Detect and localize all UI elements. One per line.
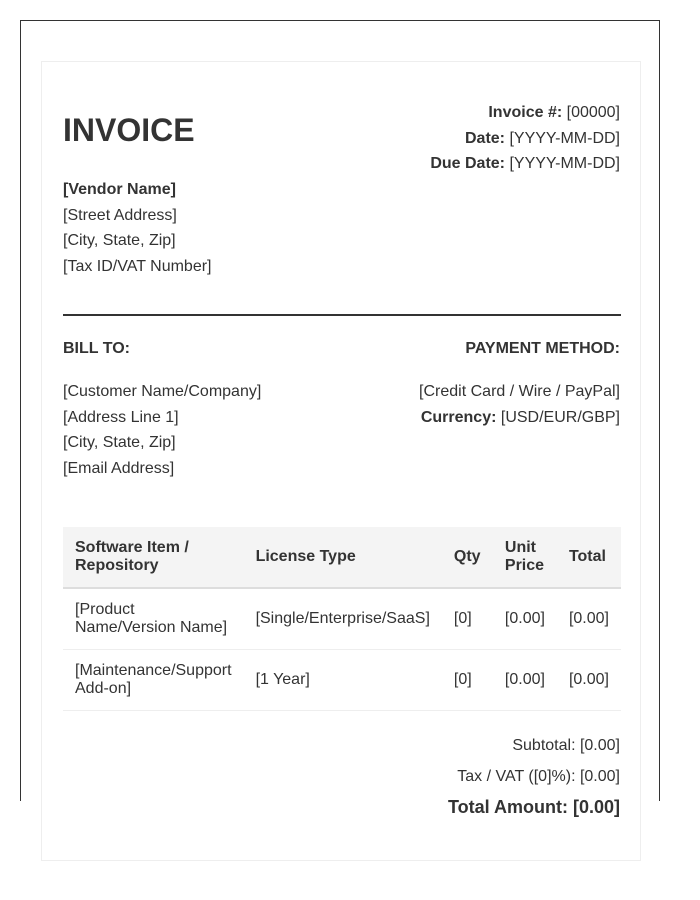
invoice-due-date-label: Due Date: (430, 155, 506, 172)
vendor-city: [City, State, Zip] (63, 232, 176, 250)
header-software-item: Software Item / Repository (63, 527, 244, 588)
page-frame (20, 20, 660, 817)
payment-method-value: [Credit Card / Wire / PayPal] (419, 383, 620, 400)
cell-license: [Single/Enterprise/SaaS] (244, 588, 442, 650)
cell-license: [1 Year] (244, 650, 442, 711)
cell-qty: [0] (442, 588, 493, 650)
header-qty: Qty (442, 527, 493, 588)
cell-qty: [0] (442, 650, 493, 711)
tax-line: Tax / VAT ([0]%): [0.00] (457, 768, 620, 785)
invoice-date-label: Date: (465, 129, 506, 147)
vendor-name: [Vendor Name] (63, 181, 176, 198)
invoice-title: INVOICE (63, 112, 195, 148)
cell-item: [Product Name/Version Name] (63, 588, 244, 650)
table-header-row (63, 527, 621, 588)
table-row (63, 650, 621, 711)
header-total: Total (557, 527, 621, 588)
invoice-number-label: Invoice #: (488, 104, 563, 121)
cell-item: [Maintenance/Support Add-on] (63, 650, 244, 711)
payment-block (419, 379, 620, 430)
invoice-sheet (41, 61, 641, 861)
cell-total: [0.00] (557, 650, 621, 711)
line-items-table (63, 527, 621, 711)
header-unit-price: Unit Price (493, 527, 557, 588)
invoice-due-date (430, 151, 620, 177)
cell-unit-price: [0.00] (493, 650, 557, 711)
cell-unit-price: [0.00] (493, 588, 557, 650)
table-row (63, 588, 621, 650)
invoice-number-value: [00000] (562, 104, 620, 121)
vendor-street: [Street Address] (63, 206, 177, 224)
currency-line (419, 405, 620, 431)
bill-to-heading: BILL TO: (63, 340, 130, 357)
payment-method-heading: PAYMENT METHOD: (465, 340, 620, 357)
vendor-block (63, 177, 211, 280)
totals-block (448, 730, 620, 823)
customer-name: [Customer Name/Company] (63, 383, 262, 400)
total-amount-line: Total Amount: [0.00] (448, 797, 620, 817)
vendor-tax-id: [Tax ID/VAT Number] (63, 258, 212, 276)
header-divider (63, 314, 621, 316)
invoice-date-value: [YYYY-MM-DD] (505, 129, 620, 147)
invoice-date (430, 126, 620, 152)
cell-total: [0.00] (557, 588, 621, 650)
bill-to-block (63, 379, 261, 482)
header-license-type: License Type (244, 527, 442, 588)
subtotal-line: Subtotal: [0.00] (512, 737, 620, 754)
invoice-meta (430, 100, 620, 177)
customer-address: [Address Line 1] (63, 408, 179, 426)
invoice-number (430, 100, 620, 126)
currency-label: Currency: (420, 408, 497, 426)
invoice-due-date-value: [YYYY-MM-DD] (505, 155, 620, 172)
customer-city: [City, State, Zip] (63, 434, 176, 452)
currency-value: [USD/EUR/GBP] (496, 408, 620, 426)
customer-email: [Email Address] (63, 460, 175, 478)
